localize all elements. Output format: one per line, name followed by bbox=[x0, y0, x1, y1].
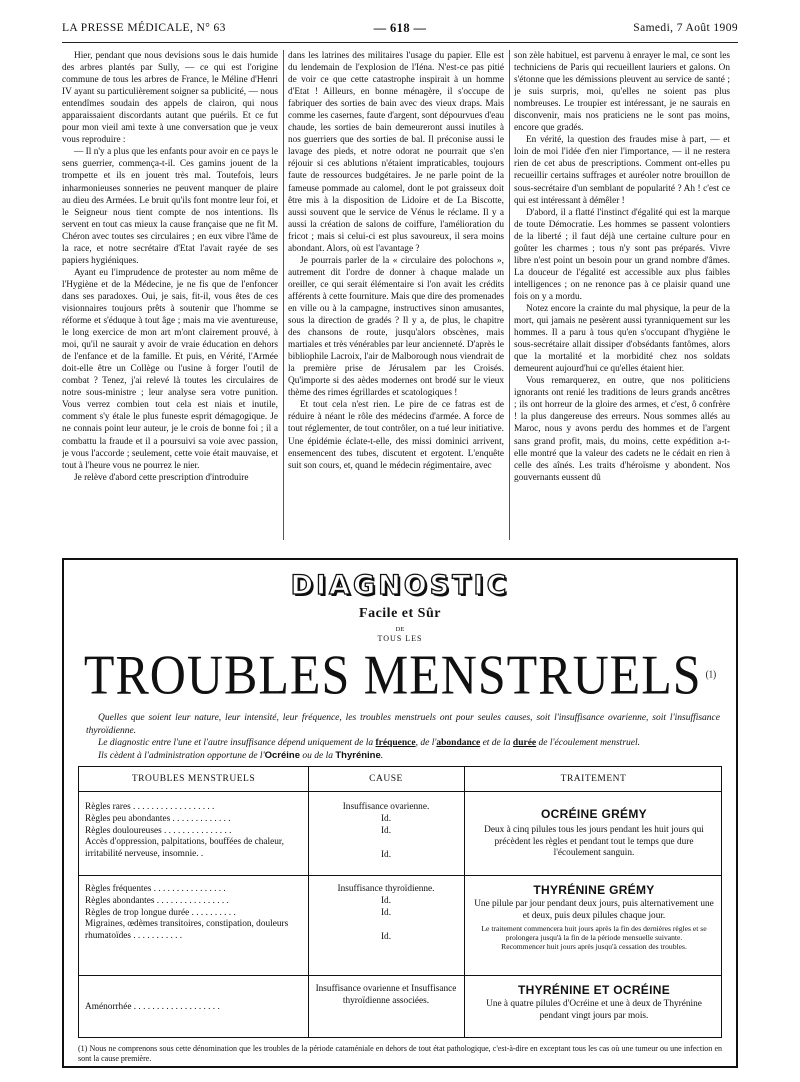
symptoms-list bbox=[85, 801, 303, 860]
treatment-description: Une pilule par jour pendant deux jours, puis alternativement une et deux, puis deux pilules chaque jour. bbox=[474, 899, 714, 921]
treatment-name: OCRÉINE GRÉMY bbox=[541, 807, 647, 821]
symptom: Accès d'oppression, palpitations, bouffées de chaleur, irritabilité nerveuse, insomnie. . bbox=[85, 837, 284, 859]
text: . bbox=[380, 750, 384, 761]
product-ocreine: Ocréine bbox=[264, 749, 300, 761]
cause: Id. bbox=[380, 932, 392, 942]
table-divider bbox=[79, 975, 721, 976]
ad-subtitle: Facile et Sûr bbox=[359, 606, 441, 621]
paragraph: Ayant eu l'imprudence de protester au nom même de l'Hygiène et de la Médecine, je ne fis que de l'enfoncer dans ses paradoxes. Oui, je sais, fit-il, vous êtes de ces visionnaires toujours prêts à soutenir que l'homme se réforme et s'éduque à tout âge ; mais ma vie aventureuse, le long exercice de mon art m'ont clairement prouvé, à moi, qu'il ne saurait y avoir de vraie éducation en dehors de l'enfance et de la famille. Et puis, en Vérité, l'Armée doit-elle être un Collège ou l'usine à forger l'outil de combat ? Tenez, j'ai relevé là toutes les circulaires de notre sous-ministre ; leur analyse sera votre punition. Vous verrez combien tout cela est niais et inutile, comment s'y étale le plus funeste esprit démagogique. Je ne connais point leur auteur, je le crois de bonne foi ; il a combattu la fraude et il a poursuivi sa voie avec passion, je vous l'accorde ; seulement, cette voie était mauvaise, et tout à l'heure vous ne pourrez le nier. bbox=[62, 267, 278, 471]
ad-tous-les: TOUS LES bbox=[377, 634, 423, 643]
column-header: TROUBLES MENSTRUELS bbox=[131, 774, 256, 784]
ad-intro-line bbox=[86, 737, 720, 750]
symptoms-list bbox=[85, 883, 303, 942]
cause: Insuffisance thyroïdienne. bbox=[337, 884, 435, 894]
keyword-frequence: fréquence bbox=[375, 738, 416, 748]
cause: Id. bbox=[380, 850, 392, 860]
symptom: Règles fréquentes . . . . . . . . . . . . . . . . bbox=[85, 884, 226, 894]
paragraph: D'abord, il a flatté l'instinct d'égalité qui est la marque de toute Démocratie. Les hommes se passent volontiers de la liberté ; il faut déjà une certaine culture pour en goûter les charmes ; tous n'y sont pas préparés. Vivre libre n'est point un besoin pour un grand nombre d'âmes. La douceur de l'égalité est accessible aux plus faibles intelligences ; on ne renonce pas à ce plaisir quand une fois on y a mordu. bbox=[514, 207, 730, 302]
header-rule bbox=[62, 42, 738, 43]
keyword-abondance: abondance bbox=[436, 738, 481, 748]
ad-headline bbox=[64, 644, 736, 704]
cause: Insuffisance ovarienne. bbox=[342, 802, 430, 812]
issue-date: Samedi, 7 Août 1909 bbox=[633, 22, 738, 34]
treatment-note: Recommencer huit jours après jusqu'à cessation des troubles. bbox=[501, 942, 687, 951]
text: , de l' bbox=[415, 738, 437, 748]
symptom: Aménorrhée . . . . . . . . . . . . . . . . . . . bbox=[85, 1002, 220, 1012]
paragraph: — Il n'y a plus que les enfants pour avoir en ce pays le sens guerrier, commença-t-il. Ces gamins jouent de la trompette et ils en jouent très mal. Toutefois, leurs inharmonieuses sonneries ne peuvent manquer de plaire au dieu des Armées. Le bruit qu'ils font montre leur foi, et le Seigneur nous tient compte de nos intentions. Ils servent en tout cas mieux la cause française que ne fit M. Chéron avec toutes ses circulaires ; en eux vibre l'âme de la race, et notre secrétaire d'Etat l'avait rayée de ses papiers hygiéniques. bbox=[62, 147, 278, 266]
ad-intro-line bbox=[86, 750, 720, 763]
article-column-3 bbox=[514, 50, 730, 540]
advertisement bbox=[62, 558, 738, 1068]
text: Le diagnostic entre l'une et l'autre insuffisance dépend uniquement de la bbox=[98, 738, 376, 748]
symptom: Règles de trop longue durée . . . . . . . . . . bbox=[85, 908, 236, 918]
text: et de la bbox=[480, 738, 513, 748]
cause: Id. bbox=[380, 814, 392, 824]
cause: Id. bbox=[380, 908, 392, 918]
ad-title: DIAGNOSTIC bbox=[290, 570, 510, 601]
table-divider bbox=[79, 791, 721, 792]
treatment-name: THYRÉNINE GRÉMY bbox=[533, 883, 655, 897]
paragraph: dans les latrines des militaires l'usage du papier. Elle est du lendemain de l'explosion de l'Iéna. N'est-ce pas pitié de voir ce que cette catastrophe inspirait à un homme d'Etat ! Ailleurs, en bonne ménagère, il s'occupe de fabriquer des sorties de bain avec des vieux draps. Mais comme les casernes, faute d'argent, sont dépourvues d'eau chaude, les sorties de bain demeureront aussi inutiles à nos guerriers que des sorties de bal. Il préconise aussi le lavage des pieds, et notre odorat ne pourrait que s'en réjouir si ces ablutions n'étaient impraticables, toujours faute de ressources budgétaires. Je ne parle point de la fameuse pommade au calomel, dont le pot graisseux doit être mis à la disposition de Lidoire et de La Biscotte, aussi souvent que le service de Vénus le réclame. Il y a aussi la création de salons de coiffure, l'amélioration du fricot ; mais si celui-ci est plus savoureux, il sera moins abondant. Alors, où est l'avantage ? bbox=[288, 51, 504, 254]
treatment-description: Deux à cinq pilules tous les jours pendant les huit jours qui précèdent les règles et pendant tout le temps que dure l'écoulement sanguin. bbox=[484, 825, 704, 858]
treatment bbox=[471, 807, 717, 860]
symptom: Règles douloureuses . . . . . . . . . . . . . . . bbox=[85, 826, 232, 836]
causes-list bbox=[315, 883, 457, 943]
ad-headline-text: TROUBLES MENSTRUELS bbox=[83, 642, 702, 706]
product-thyrenine: Thyrénine bbox=[335, 749, 381, 761]
paragraph: Je pourrais parler de la « circulaire des polochons », autrement dit l'ordre de donner à chaque malade un oreiller, ce qui serait élémentaire si l'on avait les crédits afférents à cette fourniture. Mais que dire des promenades en ville ou à la campagne, instructives sinon amusantes, sous la direction de gradés ? Il y a, de plus, le chapitre des chansons de route, jusqu'alors obscènes, mais martiales et très vénérables par leur ancienneté. D'après le bibliophile Lacroix, l'air de Malborough nous viendrait de la première prise de Jérusalem par les Croisés. Qu'importe si des aèdes modernes ont brodé sur le vieux thème des rimes égrillardes et scatologiques ! bbox=[288, 255, 504, 399]
treatment bbox=[471, 983, 717, 1022]
paragraph: Je relève d'abord cette prescription d'introduire bbox=[74, 472, 249, 483]
table-divider bbox=[464, 767, 465, 1037]
treatment-name: THYRÉNINE ET OCRÉINE bbox=[517, 983, 670, 997]
cause: Id. bbox=[380, 826, 392, 836]
footnote-marker: (1) bbox=[705, 668, 717, 680]
ad-intro-line: Quelles que soient leur nature, leur intensité, leur fréquence, les troubles menstruels ont pour seules causes, soit l'insuffisance ovarienne, soit l'insuffisance thyroïdienne. bbox=[86, 713, 720, 736]
table-divider bbox=[79, 875, 721, 876]
symptom: Migraines, œdèmes transitoires, constipation, douleurs rhumatoïdes . . . . . . . . . . . bbox=[85, 919, 289, 941]
treatment-note: Le traitement commencera huit jours après la fin des dernières règles et se prolongera jusqu'à la fin de la période mensuelle suivante. bbox=[481, 924, 707, 942]
paragraph: son zèle habituel, est parvenu à enrayer le mal, ce sont les techniciens de Paris qui recueillent lauriers et galons. On s'étonne que les démissions pleuvent au service de santé ; je suis surpris, moi, qu'elles ne soient pas plus nombreuses. Le troupier est intéressant, je ne saurais en disconvenir, mais nos praticiens ne le sont pas moins, encore que gradés. bbox=[514, 51, 730, 134]
article-column-2 bbox=[288, 50, 504, 540]
symptom: Règles rares . . . . . . . . . . . . . . . . . . bbox=[85, 802, 215, 812]
cause: Id. bbox=[380, 896, 392, 906]
treatment bbox=[471, 883, 717, 951]
treatment-description: Une à quatre pilules d'Ocréine et une à deux de Thyrénine pendant vingt jours par mois. bbox=[486, 999, 702, 1021]
page-header bbox=[62, 22, 738, 40]
symptoms-list bbox=[85, 1001, 303, 1013]
treatment-table bbox=[78, 766, 722, 1038]
journal-name: LA PRESSE MÉDICALE, N° 63 bbox=[62, 22, 226, 34]
ad-intro bbox=[86, 712, 720, 762]
text: ou de la bbox=[300, 750, 336, 761]
article-column-1 bbox=[62, 50, 278, 540]
column-header: CAUSE bbox=[369, 774, 403, 784]
paragraph: En vérité, la question des fraudes mise à part, — et loin de moi l'idée d'en nier l'importance, — il ne restera rien de cet abus de prescriptions. Comment ont-elles pu recueillir certains suffrages et auréoler notre brouillon de sous-secrétaire d'un semblant de popularité ? Ah ! c'est ce qui est intéressant à démêler ! bbox=[514, 135, 730, 206]
page-number: — 618 — bbox=[373, 21, 427, 35]
paragraph: Et tout cela n'est rien. Le pire de ce fatras est de réduire à néant le rôle des médecins d'armée. A force de tout réglementer, de tout contrôler, on a tué leur initiative. Une épidémie éclate-t-elle, des missi dominici arrivent, ensemencent des tubes, discutent et ergotent. L'enquête suit son cours, et, quand le médecin régimentaire, avec bbox=[288, 400, 504, 471]
symptom: Règles peu abondantes . . . . . . . . . . . . . bbox=[85, 814, 231, 824]
paragraph: Hier, pendant que nous devisions sous le dais humide des arbres plantés par Sully, — ce qui est l'origine commune de tous les arbres de France, le Méline d'Henri IV ayant su particulièrement soigner sa publicité, — nous entendîmes soudain des appels de clairon, qui nous apparaissaient discordants autant que puérils. Et ce fut pour mon vieil ami texte à une conversation que je veux vous reproduire : bbox=[62, 51, 278, 146]
paragraph: Vous remarquerez, en outre, que nos politiciens ignorants ont renié les traditions de leurs grands ancêtres ; ils ont horreur de la gloire des armes, et c'est, ô confrère ! la plus dangereuse des erreurs. Nous sommes allés au Maroc, nous y avons perdu des hommes et de l'argent sans grand profit, mais, du moins, cette expédition a-t-elle montré que la valeur des cadets ne le cédait en rien à celle des aînés. Les traits d'héroïsme y abondent. Nos gouvernants eussent dû bbox=[514, 376, 730, 483]
text: de l'écoulement menstruel. bbox=[536, 738, 641, 748]
table-divider bbox=[308, 767, 309, 1037]
paragraph: Notez encore la crainte du mal physique, la peur de la mort, qui jamais ne pesèrent aussi tyranniquement sur les hommes. Il a paru à tous qu'en s'occupant d'hygiène le sous-secrétaire allait dissiper d'obsédants fantômes, alors que la mortalité et la morbidité chez nos soldats demeurent aujourd'hui ce qu'elles étaient hier. bbox=[514, 303, 730, 375]
ad-de: DE bbox=[395, 626, 405, 633]
column-header: TRAITEMENT bbox=[560, 774, 627, 784]
keyword-duree: durée bbox=[512, 738, 537, 748]
ad-footnote: (1) Nous ne comprenons sous cette dénomination que les troubles de la période cataméniale en dehors de tout état pathologique, c'est-à-dire en exceptant tous les cas où une tumeur ou une infection en sont la cause première. bbox=[78, 1044, 722, 1063]
article-body bbox=[62, 50, 738, 540]
text: Ils cèdent à l'administration opportune de l' bbox=[98, 750, 265, 761]
cause: Insuffisance ovarienne et Insuffisance thyroïdienne associées. bbox=[315, 984, 457, 1006]
causes-list bbox=[315, 801, 457, 861]
symptom: Règles abondantes . . . . . . . . . . . . . . . . bbox=[85, 896, 229, 906]
